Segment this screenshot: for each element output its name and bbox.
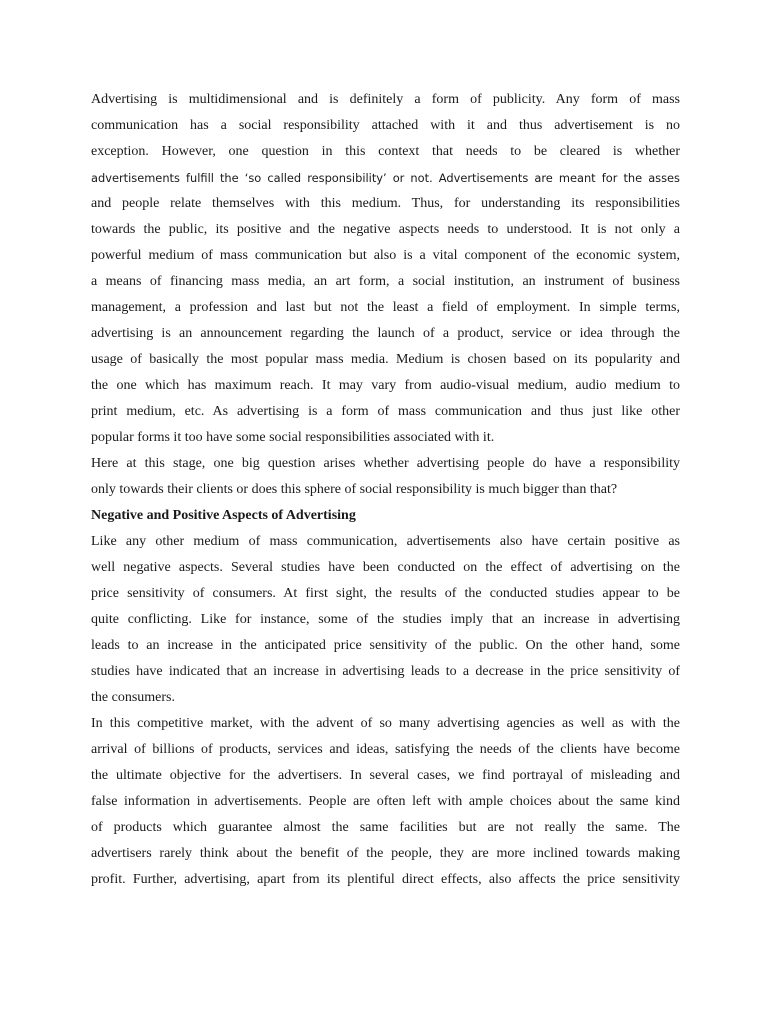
text-line: of products which guarantee almost the same facilities but are not really the same. The — [91, 820, 680, 835]
paragraph-aspects — [91, 529, 680, 711]
paragraph-market — [91, 711, 680, 893]
text-line: usage of basically the most popular mass media. Medium is chosen based on its popularity and — [91, 352, 680, 367]
text-line: Here at this stage, one big question arises whether advertising people do have a responsibility — [91, 456, 680, 471]
text-line: print medium, etc. As advertising is a form of mass communication and thus just like other — [91, 404, 680, 419]
text-line: profit. Further, advertising, apart from its plentiful direct effects, also affects the price sensitivity — [91, 872, 680, 887]
text-line: arrival of billions of products, services and ideas, satisfying the needs of the clients have become — [91, 742, 680, 757]
text-line: price sensitivity of consumers. At first sight, the results of the conducted studies appear to be — [91, 586, 680, 601]
text-line: only towards their clients or does this sphere of social responsibility is much bigger than that? — [91, 482, 618, 497]
text-line: popular forms it too have some social responsibilities associated with it. — [91, 430, 495, 445]
text-line: Like any other medium of mass communication, advertisements also have certain positive as — [91, 534, 680, 549]
text-line: advertisers rarely think about the benefit of the people, they are more inclined towards making — [91, 846, 680, 861]
text-line: the ultimate objective for the advertisers. In several cases, we find portrayal of misleading and — [91, 768, 680, 783]
text-line: In this competitive market, with the advent of so many advertising agencies as well as with the — [91, 716, 680, 731]
text-line: leads to an increase in the anticipated price sensitivity of the public. On the other hand, some — [91, 638, 680, 653]
text-line: the consumers. — [91, 690, 175, 705]
text-line: advertisements fulfill the ‘so called responsibility’ or not. Advertisements are meant for the asses — [91, 171, 680, 185]
text-line: the one which has maximum reach. It may vary from audio-visual medium, audio medium to — [91, 378, 680, 393]
paragraph-question — [91, 451, 680, 503]
text-line: studies have indicated that an increase in advertising leads to a decrease in the price sensitivity of — [91, 664, 680, 679]
text-line: towards the public, its positive and the negative aspects needs to understood. It is not only a — [91, 222, 680, 237]
document-body — [91, 87, 680, 893]
text-line: quite conflicting. Like for instance, some of the studies imply that an increase in advertising — [91, 612, 680, 627]
paragraph-intro — [91, 87, 680, 451]
text-line: powerful medium of mass communication but also is a vital component of the economic system, — [91, 248, 680, 263]
text-line: and people relate themselves with this medium. Thus, for understanding its responsibilities — [91, 196, 680, 211]
text-line: well negative aspects. Several studies have been conducted on the effect of advertising on the — [91, 560, 680, 575]
text-line: management, a profession and last but not the least a field of employment. In simple terms, — [91, 300, 680, 315]
section-heading: Negative and Positive Aspects of Advertising — [91, 508, 356, 523]
text-line: advertising is an announcement regarding the launch of a product, service or idea through the — [91, 326, 680, 341]
text-line: communication has a social responsibility attached with it and thus advertisement is no — [91, 118, 680, 133]
text-line: Advertising is multidimensional and is definitely a form of publicity. Any form of mass — [91, 92, 680, 107]
text-line: false information in advertisements. People are often left with ample choices about the same kind — [91, 794, 680, 809]
text-line: exception. However, one question in this context that needs to be cleared is whether — [91, 144, 680, 159]
text-line: a means of financing mass media, an art form, a social institution, an instrument of business — [91, 274, 680, 289]
